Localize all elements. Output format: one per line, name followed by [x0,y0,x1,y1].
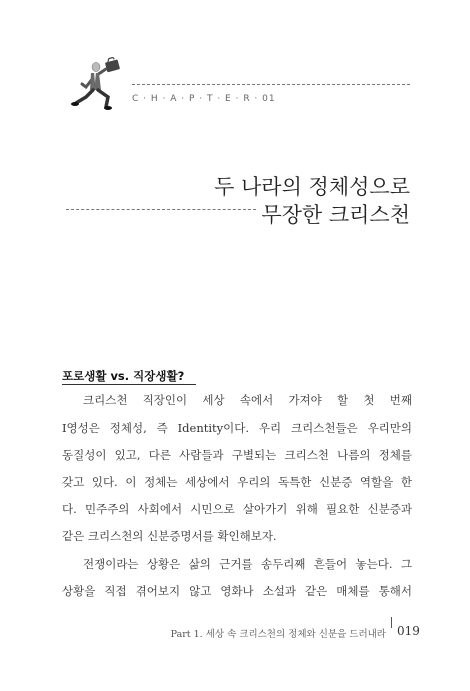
body-line: 동질성이 있고, 다른 사람들과 구별되는 크리스천 나름의 정체를 [62,448,412,462]
title-dashed-line [66,209,256,210]
chapter-label: C · H · A · P · T · E · R · 01 [132,94,276,104]
footer-divider [391,617,392,628]
header-dashed-line [132,84,410,85]
page-number: 019 [397,624,420,638]
body-line: 같은 크리스천의 신분증명서를 확인해보자. [62,529,277,543]
body-line: 상황을 직접 겪어보지 않고 영화나 소설과 같은 매체를 통해서 [62,584,412,598]
running-businessman-icon [66,57,136,115]
body-line: 갖고 있다. 이 정체는 세상에서 우리의 독특한 신분증 역할을 한 [62,475,412,489]
section-heading-underline [62,384,196,385]
body-line: 크리스천 직장인이 세상 속에서 가져야 할 첫 번째 [83,393,412,407]
chapter-title-line-2: 무장한 크리스천 [261,203,410,227]
body-line: I영성은 정체성, 즉 Identity이다. 우리 크리스천들은 우리만의 [62,421,412,435]
body-line: 다. 민주주의 사회에서 시민으로 살아가기 위해 필요한 신분증과 [62,502,412,516]
chapter-title-line-1: 두 나라의 정체성으로 [214,175,410,199]
body-line: 전쟁이라는 상황은 삶의 근거를 송두리째 흔들어 놓는다. 그 [83,557,412,571]
running-title: Part 1. 세상 속 크리스천의 정체와 신분을 드러내라 [170,629,386,640]
section-heading: 포로생활 vs. 직장생활? [62,369,185,383]
